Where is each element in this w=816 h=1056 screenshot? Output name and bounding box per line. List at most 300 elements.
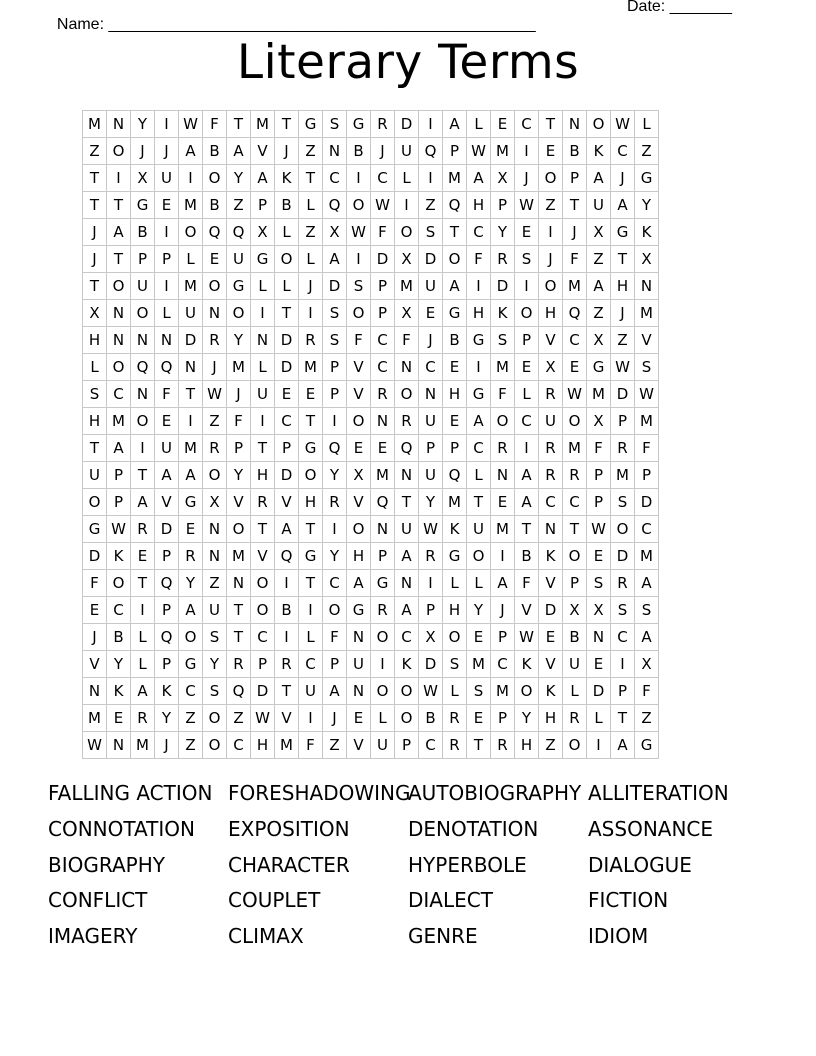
grid-cell: C (467, 219, 491, 246)
grid-cell: C (275, 408, 299, 435)
grid-cell: T (299, 408, 323, 435)
grid-cell: C (227, 732, 251, 759)
grid-row (83, 273, 659, 300)
grid-cell: A (443, 111, 467, 138)
grid-cell: K (155, 678, 179, 705)
grid-cell: B (347, 138, 371, 165)
grid-cell: C (635, 516, 659, 543)
grid-cell: O (179, 624, 203, 651)
grid-cell: T (299, 516, 323, 543)
grid-cell: L (275, 273, 299, 300)
grid-cell: W (515, 192, 539, 219)
grid-cell: S (323, 300, 347, 327)
grid-cell: F (83, 570, 107, 597)
grid-cell: T (611, 246, 635, 273)
grid-cell: I (179, 408, 203, 435)
grid-cell: N (635, 273, 659, 300)
grid-cell: X (419, 624, 443, 651)
grid-cell: W (419, 678, 443, 705)
grid-cell: D (419, 246, 443, 273)
grid-cell: X (131, 165, 155, 192)
grid-cell: P (563, 165, 587, 192)
grid-cell: K (587, 138, 611, 165)
grid-cell: R (251, 489, 275, 516)
grid-cell: C (371, 354, 395, 381)
grid-cell: H (539, 705, 563, 732)
grid-cell: N (347, 678, 371, 705)
grid-cell: O (203, 273, 227, 300)
grid-cell: G (131, 192, 155, 219)
grid-cell: E (107, 705, 131, 732)
grid-cell: P (491, 705, 515, 732)
grid-cell: W (371, 192, 395, 219)
grid-cell: P (419, 435, 443, 462)
grid-cell: T (539, 111, 563, 138)
grid-cell: J (491, 597, 515, 624)
grid-cell: H (251, 732, 275, 759)
grid-cell: I (395, 192, 419, 219)
grid-cell: P (227, 435, 251, 462)
grid-cell: U (83, 462, 107, 489)
grid-cell: N (371, 408, 395, 435)
grid-cell: I (251, 300, 275, 327)
grid-cell: Q (395, 435, 419, 462)
grid-cell: D (611, 543, 635, 570)
grid-cell: U (419, 273, 443, 300)
grid-cell: M (491, 516, 515, 543)
grid-cell: B (515, 543, 539, 570)
grid-cell: O (251, 597, 275, 624)
grid-cell: N (227, 570, 251, 597)
grid-cell: C (299, 651, 323, 678)
grid-cell: A (155, 462, 179, 489)
grid-cell: L (443, 678, 467, 705)
word-bank-item: DIALOGUE (588, 852, 692, 877)
grid-cell: U (179, 300, 203, 327)
grid-cell: F (371, 219, 395, 246)
grid-cell: M (179, 435, 203, 462)
grid-cell: I (131, 597, 155, 624)
grid-cell: J (539, 246, 563, 273)
grid-cell: E (83, 597, 107, 624)
grid-cell: E (347, 435, 371, 462)
grid-cell: U (467, 516, 491, 543)
grid-cell: T (275, 300, 299, 327)
grid-cell: W (179, 111, 203, 138)
grid-cell: R (611, 570, 635, 597)
grid-cell: N (395, 354, 419, 381)
grid-cell: F (515, 570, 539, 597)
grid-cell: O (251, 570, 275, 597)
grid-row (83, 516, 659, 543)
grid-cell: P (371, 273, 395, 300)
grid-cell: N (371, 516, 395, 543)
grid-cell: I (491, 543, 515, 570)
grid-cell: N (107, 732, 131, 759)
grid-cell: H (83, 408, 107, 435)
grid-cell: U (155, 435, 179, 462)
grid-cell: G (299, 543, 323, 570)
grid-cell: S (419, 219, 443, 246)
grid-cell: Z (635, 705, 659, 732)
grid-cell: O (491, 408, 515, 435)
grid-cell: G (299, 435, 323, 462)
grid-cell: K (491, 300, 515, 327)
grid-cell: G (635, 732, 659, 759)
grid-row (83, 111, 659, 138)
grid-cell: I (275, 570, 299, 597)
grid-cell: Y (515, 705, 539, 732)
grid-cell: X (251, 219, 275, 246)
grid-cell: K (539, 543, 563, 570)
grid-cell: L (467, 111, 491, 138)
grid-cell: C (467, 435, 491, 462)
grid-row (83, 597, 659, 624)
grid-cell: S (347, 273, 371, 300)
grid-cell: L (155, 300, 179, 327)
grid-cell: Z (83, 138, 107, 165)
grid-cell: L (467, 570, 491, 597)
grid-cell: F (347, 327, 371, 354)
grid-cell: Z (587, 300, 611, 327)
grid-cell: R (443, 732, 467, 759)
grid-cell: L (299, 624, 323, 651)
grid-cell: Y (155, 705, 179, 732)
word-bank-item: IDIOM (588, 924, 649, 949)
grid-cell: M (635, 543, 659, 570)
grid-cell: Q (563, 300, 587, 327)
grid-cell: P (611, 408, 635, 435)
grid-cell: V (83, 651, 107, 678)
grid-cell: L (515, 381, 539, 408)
word-bank-item: CONNOTATION (48, 816, 195, 841)
grid-cell: O (203, 732, 227, 759)
grid-cell: A (179, 597, 203, 624)
grid-cell: E (467, 624, 491, 651)
grid-cell: B (563, 138, 587, 165)
grid-cell: Q (203, 219, 227, 246)
grid-cell: X (635, 651, 659, 678)
grid-cell: N (107, 111, 131, 138)
grid-cell: I (299, 597, 323, 624)
grid-cell: I (323, 408, 347, 435)
grid-cell: E (491, 111, 515, 138)
grid-cell: A (275, 516, 299, 543)
grid-cell: C (179, 678, 203, 705)
grid-cell: R (491, 435, 515, 462)
grid-cell: Y (227, 327, 251, 354)
grid-cell: G (467, 381, 491, 408)
grid-cell: S (635, 354, 659, 381)
grid-cell: R (491, 732, 515, 759)
grid-cell: P (563, 570, 587, 597)
grid-cell: Z (203, 408, 227, 435)
grid-cell: L (251, 354, 275, 381)
grid-cell: T (227, 111, 251, 138)
grid-cell: K (515, 651, 539, 678)
grid-cell: W (419, 516, 443, 543)
grid-cell: H (611, 273, 635, 300)
grid-cell: R (275, 651, 299, 678)
grid-cell: J (611, 300, 635, 327)
grid-cell: C (563, 327, 587, 354)
grid-cell: O (203, 705, 227, 732)
grid-cell: I (539, 219, 563, 246)
grid-cell: A (251, 165, 275, 192)
grid-cell: H (83, 327, 107, 354)
grid-cell: J (155, 732, 179, 759)
grid-cell: U (371, 732, 395, 759)
grid-cell: C (323, 570, 347, 597)
grid-cell: R (203, 435, 227, 462)
grid-cell: M (563, 273, 587, 300)
grid-cell: F (563, 246, 587, 273)
grid-cell: R (539, 435, 563, 462)
grid-cell: O (587, 111, 611, 138)
grid-cell: C (611, 138, 635, 165)
grid-cell: M (467, 651, 491, 678)
grid-cell: K (539, 678, 563, 705)
grid-row (83, 705, 659, 732)
grid-cell: D (395, 111, 419, 138)
grid-cell: F (491, 381, 515, 408)
grid-cell: A (131, 489, 155, 516)
grid-cell: P (443, 138, 467, 165)
grid-cell: I (275, 624, 299, 651)
grid-cell: E (587, 651, 611, 678)
grid-cell: C (515, 408, 539, 435)
grid-cell: W (563, 381, 587, 408)
grid-cell: X (203, 489, 227, 516)
grid-cell: P (155, 651, 179, 678)
grid-cell: R (395, 408, 419, 435)
grid-cell: L (251, 273, 275, 300)
grid-cell: O (275, 246, 299, 273)
grid-cell: I (515, 138, 539, 165)
grid-cell: J (515, 165, 539, 192)
grid-cell: N (203, 300, 227, 327)
grid-cell: T (467, 732, 491, 759)
grid-cell: F (155, 381, 179, 408)
grid-cell: G (179, 489, 203, 516)
grid-cell: C (491, 651, 515, 678)
grid-cell: M (491, 138, 515, 165)
grid-cell: R (227, 651, 251, 678)
word-bank-item: AUTOBIOGRAPHY (408, 781, 582, 805)
grid-cell: Z (323, 732, 347, 759)
grid-cell: A (467, 165, 491, 192)
grid-cell: B (107, 624, 131, 651)
grid-cell: T (515, 516, 539, 543)
grid-cell: M (635, 408, 659, 435)
grid-cell: A (635, 570, 659, 597)
grid-cell: O (395, 219, 419, 246)
grid-cell: M (491, 354, 515, 381)
word-bank-item: DENOTATION (408, 816, 539, 841)
grid-cell: Z (611, 327, 635, 354)
grid-cell: Z (179, 705, 203, 732)
grid-cell: I (587, 732, 611, 759)
grid-cell: X (83, 300, 107, 327)
grid-cell: U (347, 651, 371, 678)
grid-cell: X (395, 300, 419, 327)
grid-cell: F (227, 408, 251, 435)
grid-cell: C (419, 354, 443, 381)
grid-cell: A (515, 462, 539, 489)
grid-cell: M (275, 732, 299, 759)
grid-cell: T (563, 192, 587, 219)
grid-cell: K (107, 678, 131, 705)
grid-cell: S (515, 246, 539, 273)
grid-cell: V (347, 732, 371, 759)
word-bank-item: CLIMAX (228, 924, 304, 949)
grid-cell: P (587, 489, 611, 516)
grid-cell: G (347, 597, 371, 624)
grid-cell: D (323, 273, 347, 300)
word-bank-item: FICTION (588, 888, 669, 913)
grid-cell: W (611, 354, 635, 381)
grid-cell: S (467, 678, 491, 705)
grid-cell: M (563, 435, 587, 462)
grid-cell: P (323, 651, 347, 678)
grid-cell: D (275, 354, 299, 381)
grid-cell: A (179, 138, 203, 165)
word-bank-item: HYPERBOLE (408, 852, 527, 877)
grid-cell: J (275, 138, 299, 165)
grid-cell: Q (371, 489, 395, 516)
grid-cell: U (587, 192, 611, 219)
grid-cell: D (611, 381, 635, 408)
grid-cell: N (203, 516, 227, 543)
grid-cell: L (179, 246, 203, 273)
grid-cell: D (179, 327, 203, 354)
grid-cell: I (299, 300, 323, 327)
grid-cell: P (107, 462, 131, 489)
grid-cell: F (203, 111, 227, 138)
grid-cell: O (107, 570, 131, 597)
grid-row (83, 219, 659, 246)
name-line: Name: ________________________________________________ (56, 16, 536, 33)
grid-cell: E (467, 705, 491, 732)
grid-cell: U (395, 138, 419, 165)
grid-cell: J (131, 138, 155, 165)
grid-cell: T (227, 624, 251, 651)
grid-cell: V (347, 354, 371, 381)
grid-cell: O (347, 516, 371, 543)
grid-cell: I (515, 273, 539, 300)
grid-cell: A (611, 732, 635, 759)
grid-cell: N (251, 327, 275, 354)
grid-cell: W (635, 381, 659, 408)
grid-cell: G (251, 246, 275, 273)
grid-cell: E (179, 516, 203, 543)
grid-cell: R (371, 111, 395, 138)
grid-cell: M (83, 111, 107, 138)
grid-cell: P (611, 678, 635, 705)
grid-cell: D (155, 516, 179, 543)
grid-cell: Z (419, 192, 443, 219)
grid-cell: T (251, 516, 275, 543)
grid-row (83, 354, 659, 381)
grid-cell: H (299, 489, 323, 516)
grid-cell: I (155, 111, 179, 138)
grid-cell: P (155, 597, 179, 624)
grid-cell: N (179, 354, 203, 381)
grid-cell: Q (227, 219, 251, 246)
grid-cell: C (515, 111, 539, 138)
grid-cell: B (443, 327, 467, 354)
grid-cell: L (371, 705, 395, 732)
grid-cell: J (371, 138, 395, 165)
grid-cell: W (251, 705, 275, 732)
grid-cell: T (131, 570, 155, 597)
grid-cell: T (179, 381, 203, 408)
grid-cell: O (347, 300, 371, 327)
grid-cell: X (395, 246, 419, 273)
grid-row (83, 300, 659, 327)
grid-cell: J (227, 381, 251, 408)
grid-cell: A (107, 435, 131, 462)
grid-cell: R (323, 489, 347, 516)
grid-cell: L (299, 192, 323, 219)
grid-cell: B (131, 219, 155, 246)
grid-cell: L (395, 165, 419, 192)
grid-cell: G (587, 354, 611, 381)
grid-cell: T (395, 489, 419, 516)
grid-cell: L (587, 705, 611, 732)
grid-cell: L (83, 354, 107, 381)
grid-cell: B (275, 192, 299, 219)
grid-cell: W (611, 111, 635, 138)
grid-cell: R (539, 381, 563, 408)
grid-row (83, 165, 659, 192)
grid-cell: O (395, 678, 419, 705)
grid-row (83, 435, 659, 462)
grid-cell: N (323, 138, 347, 165)
grid-cell: V (515, 597, 539, 624)
grid-cell: W (587, 516, 611, 543)
grid-cell: T (563, 516, 587, 543)
grid-cell: C (107, 381, 131, 408)
grid-cell: S (635, 597, 659, 624)
grid-cell: J (323, 705, 347, 732)
grid-cell: F (587, 435, 611, 462)
grid-cell: M (179, 273, 203, 300)
word-bank-item: ALLITERATION (588, 781, 729, 805)
grid-cell: T (275, 111, 299, 138)
grid-cell: Z (635, 138, 659, 165)
grid-cell: O (563, 543, 587, 570)
grid-cell: M (491, 678, 515, 705)
grid-cell: I (323, 516, 347, 543)
grid-cell: Y (635, 192, 659, 219)
grid-cell: N (203, 543, 227, 570)
grid-cell: A (611, 192, 635, 219)
grid-cell: O (371, 624, 395, 651)
grid-cell: E (155, 192, 179, 219)
grid-cell: C (395, 624, 419, 651)
grid-cell: U (563, 651, 587, 678)
grid-cell: N (107, 327, 131, 354)
grid-cell: E (563, 354, 587, 381)
grid-row (83, 462, 659, 489)
grid-cell: Y (203, 651, 227, 678)
grid-cell: M (227, 543, 251, 570)
grid-cell: U (419, 408, 443, 435)
grid-cell: A (179, 462, 203, 489)
grid-cell: B (563, 624, 587, 651)
grid-cell: R (563, 462, 587, 489)
